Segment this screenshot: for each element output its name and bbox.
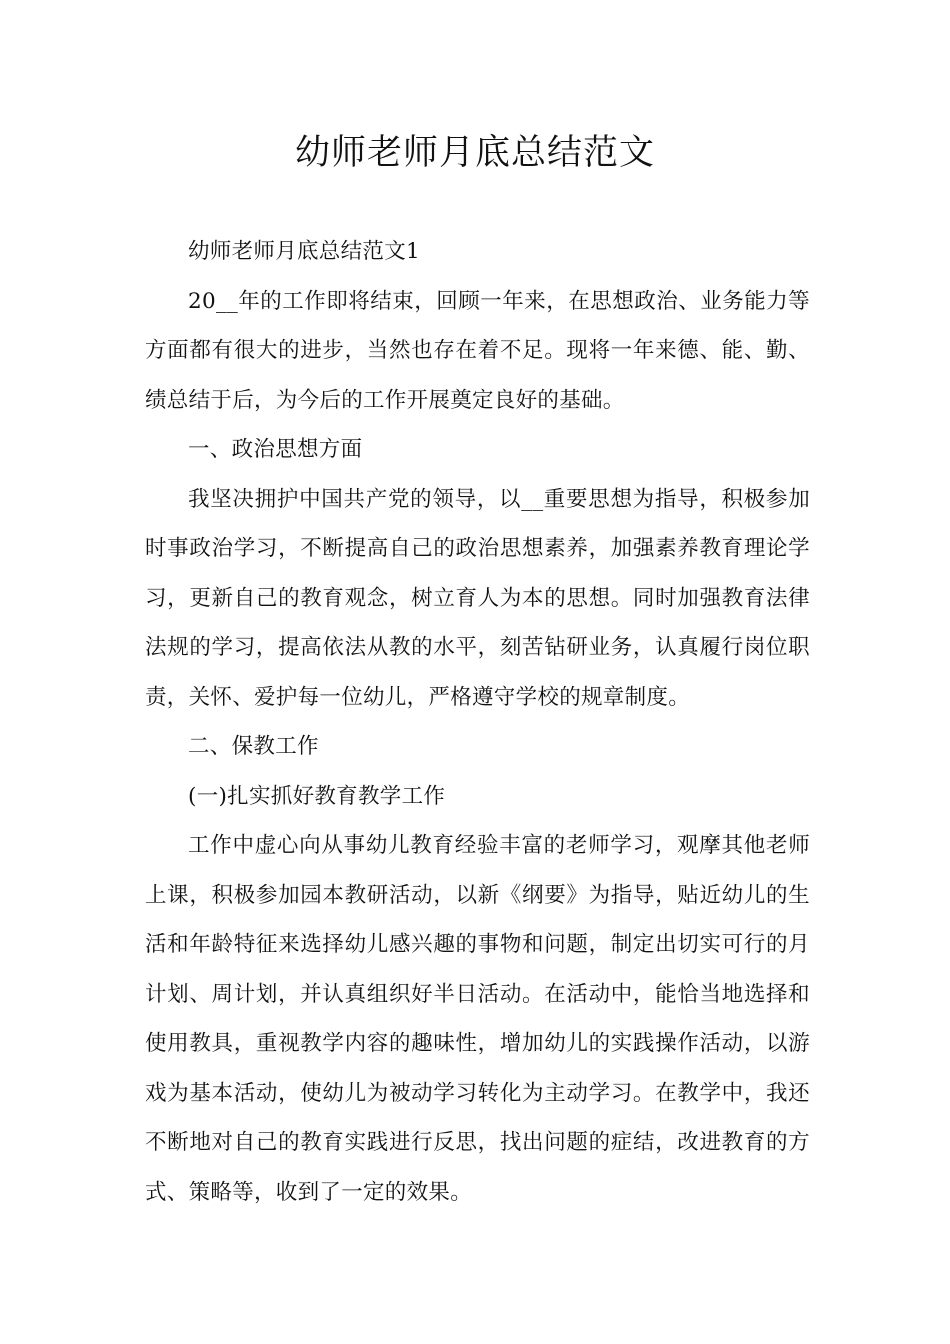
document-body	[145, 227, 810, 1217]
section-heading-1: 幼师老师月底总结范文1	[188, 239, 420, 264]
paragraph-intro: 20__年的工作即将结束，回顾一年来，在思想政治、业务能力等方面都有很大的进步，当然也存在着不足。现将一年来德、能、勤、绩总结于后，为今后的工作开展奠定良好的基础。	[145, 288, 810, 413]
section-heading-teaching: 二、保教工作	[188, 734, 319, 759]
subsection-heading-teaching: (一)扎实抓好教育教学工作	[188, 783, 446, 809]
document-title: 幼师老师月底总结范文	[294, 133, 655, 173]
section-heading-politics: 一、政治思想方面	[188, 437, 363, 462]
paragraph-teaching: 工作中虚心向从事幼儿教育经验丰富的老师学习，观摩其他老师上课，积极参加园本教研活动，以新《纲要》为指导，贴近幼儿的生活和年龄特征来选择幼儿感兴趣的事物和问题，制定出切实可行的月计划、周计划，并认真组织好半日活动。在活动中，能恰当地选择和使用教具，重视教学内容的趣味性，增加幼儿的实践操作活动，以游戏为基本活动，使幼儿为被动学习转化为主动学习。在教学中，我还不断地对自己的教育实践进行反思，找出问题的症结，改进教育的方式、策略等，收到了一定的效果。	[145, 833, 810, 1205]
paragraph-politics: 我坚决拥护中国共产党的领导，以__重要思想为指导，积极参加时事政治学习，不断提高自己的政治思想素养，加强素养教育理论学习，更新自己的教育观念，树立育人为本的思想。同时加强教育法律法规的学习，提高依法从教的水平，刻苦钻研业务，认真履行岗位职责，关怀、爱护每一位幼儿，严格遵守学校的规章制度。	[145, 486, 810, 710]
